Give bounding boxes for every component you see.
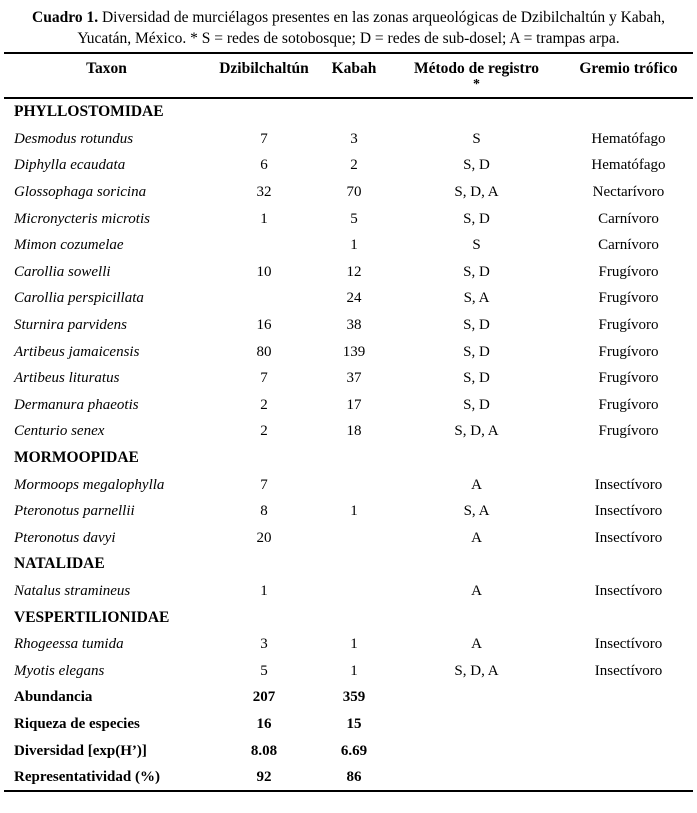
taxon-cell: MORMOOPIDAE: [14, 449, 139, 467]
dzibilchaltun-count-cell: 1: [260, 210, 268, 227]
gremio-trofico-cell: Frugívoro: [598, 343, 659, 360]
metodo-registro-cell: [389, 98, 564, 126]
metodo-registro-cell: S, A: [463, 503, 490, 520]
dzibilchaltun-count-cell: [209, 98, 319, 126]
dzibilchaltun-count-cell: 3: [260, 636, 268, 653]
dzibilchaltun-count-cell: [209, 232, 319, 259]
kabah-count-cell: 1: [350, 636, 358, 653]
table-header: [4, 53, 693, 98]
gremio-trofico-cell: [564, 764, 693, 792]
metodo-registro-cell: A: [471, 476, 482, 493]
metodo-registro-cell: S, D: [463, 370, 490, 387]
kabah-count-cell: [319, 551, 389, 578]
metodo-registro-cell: [389, 764, 564, 792]
gremio-trofico-cell: Frugívoro: [598, 396, 659, 413]
kabah-count-cell: 12: [346, 263, 362, 280]
kabah-count-cell: [319, 471, 389, 498]
metodo-registro-cell: [389, 711, 564, 738]
metodo-registro-cell: S, D: [463, 343, 490, 360]
dzibilchaltun-count-cell: 80: [256, 343, 272, 360]
gremio-trofico-cell: [564, 711, 693, 738]
gremio-trofico-cell: Hematófago: [591, 130, 666, 147]
kabah-count-cell: 359: [342, 689, 366, 706]
taxon-cell: Abundancia: [14, 689, 93, 706]
species-row: [4, 418, 693, 445]
taxon-cell: Micronycteris microtis: [14, 210, 150, 227]
kabah-count-cell: [319, 604, 389, 631]
metodo-registro-cell: S, D: [463, 157, 490, 174]
metodo-registro-cell: S, D: [463, 317, 490, 334]
kabah-count-cell: 86: [346, 769, 362, 786]
gremio-trofico-cell: Frugívoro: [598, 423, 659, 440]
dzibilchaltun-count-cell: [209, 551, 319, 578]
species-row: [4, 312, 693, 339]
gremio-trofico-cell: Insectívoro: [594, 476, 663, 493]
gremio-trofico-cell: Insectívoro: [594, 636, 663, 653]
species-row: [4, 338, 693, 365]
column-header-gremio: Gremio trófico: [579, 60, 678, 77]
taxon-cell: Desmodus rotundus: [14, 130, 134, 147]
taxon-cell: Riqueza de especies: [14, 715, 140, 732]
dzibilchaltun-count-cell: [209, 604, 319, 631]
taxon-cell: Dermanura phaeotis: [14, 396, 139, 413]
metodo-registro-cell: A: [471, 636, 482, 653]
taxon-cell: Pteronotus davyi: [14, 529, 116, 546]
header-row: [4, 53, 693, 98]
column-header-dzibilchaltun: Dzibilchaltún: [219, 60, 309, 77]
taxon-cell: Carollia perspicillata: [14, 290, 144, 307]
kabah-count-cell: 15: [346, 715, 362, 732]
metodo-registro-cell: S, D, A: [454, 184, 499, 201]
kabah-count-cell: 3: [350, 130, 358, 147]
column-header-metodo-label: Método de registro: [413, 60, 540, 77]
taxon-cell: Centurio senex: [14, 423, 105, 440]
kabah-count-cell: 1: [350, 237, 358, 254]
kabah-count-cell: 70: [346, 184, 362, 201]
table-body: [4, 98, 693, 791]
taxon-cell: VESPERTILIONIDAE: [14, 608, 170, 626]
kabah-count-cell: 38: [346, 317, 362, 334]
metodo-registro-cell: S, D: [463, 210, 490, 227]
dzibilchaltun-count-cell: 92: [256, 769, 272, 786]
gremio-trofico-cell: [564, 445, 693, 472]
taxon-cell: Artibeus jamaicensis: [14, 343, 140, 360]
species-row: [4, 578, 693, 605]
kabah-count-cell: 24: [346, 290, 362, 307]
dzibilchaltun-count-cell: 1: [260, 582, 268, 599]
gremio-trofico-cell: [564, 551, 693, 578]
metodo-registro-cell: S, D: [463, 263, 490, 280]
species-row: [4, 392, 693, 419]
summary-row: [4, 764, 693, 792]
gremio-trofico-cell: [564, 98, 693, 126]
kabah-count-cell: [319, 578, 389, 605]
taxon-cell: Pteronotus parnellii: [14, 503, 135, 520]
table-caption-label: Cuadro 1.: [32, 9, 99, 26]
dzibilchaltun-count-cell: 20: [256, 529, 272, 546]
kabah-count-cell: 2: [350, 157, 358, 174]
taxon-cell: Rhogeessa tumida: [14, 636, 124, 653]
taxon-cell: Glossophaga soricina: [14, 184, 147, 201]
dzibilchaltun-count-cell: 6: [260, 157, 268, 174]
kabah-count-cell: [319, 525, 389, 552]
species-row: [4, 179, 693, 206]
species-row: [4, 631, 693, 658]
taxon-cell: Natalus stramineus: [14, 582, 131, 599]
taxon-cell: Diphylla ecaudata: [14, 157, 126, 174]
taxon-cell: Mormoops megalophylla: [14, 476, 165, 493]
family-row: [4, 604, 693, 631]
metodo-registro-cell: S: [472, 237, 481, 254]
metodo-registro-cell: A: [471, 529, 482, 546]
metodo-registro-cell: A: [471, 582, 482, 599]
gremio-trofico-cell: Nectarívoro: [592, 184, 665, 201]
species-row: [4, 657, 693, 684]
metodo-registro-cell: S, D: [463, 396, 490, 413]
species-row: [4, 525, 693, 552]
dzibilchaltun-count-cell: 16: [256, 715, 272, 732]
gremio-trofico-cell: Insectívoro: [594, 529, 663, 546]
species-row: [4, 232, 693, 259]
dzibilchaltun-count-cell: 8: [260, 503, 268, 520]
gremio-trofico-cell: Insectívoro: [594, 503, 663, 520]
species-row: [4, 498, 693, 525]
column-header-metodo-asterisk: *: [473, 77, 480, 92]
diversity-table: [4, 52, 693, 792]
kabah-count-cell: 139: [342, 343, 366, 360]
species-row: [4, 285, 693, 312]
taxon-cell: PHYLLOSTOMIDAE: [14, 103, 164, 121]
gremio-trofico-cell: Carnívoro: [598, 237, 659, 254]
gremio-trofico-cell: [564, 737, 693, 764]
kabah-count-cell: 17: [346, 396, 362, 413]
taxon-cell: Myotis elegans: [14, 662, 105, 679]
dzibilchaltun-count-cell: 32: [256, 184, 272, 201]
column-header-kabah: Kabah: [331, 60, 377, 77]
gremio-trofico-cell: Insectívoro: [594, 582, 663, 599]
taxon-cell: Diversidad [exp(H’)]: [14, 742, 147, 759]
summary-row: [4, 711, 693, 738]
kabah-count-cell: [319, 445, 389, 472]
column-header-metodo: [389, 53, 564, 98]
metodo-registro-cell: S, D, A: [454, 423, 499, 440]
taxon-cell: Artibeus lituratus: [14, 370, 120, 387]
kabah-count-cell: 18: [346, 423, 362, 440]
column-header-taxon: Taxon: [86, 60, 127, 77]
dzibilchaltun-count-cell: 2: [260, 423, 268, 440]
kabah-count-cell: 5: [350, 210, 358, 227]
taxon-cell: Carollia sowelli: [14, 263, 111, 280]
family-row: [4, 551, 693, 578]
metodo-registro-cell: [389, 551, 564, 578]
dzibilchaltun-count-cell: 207: [252, 689, 276, 706]
dzibilchaltun-count-cell: 7: [260, 130, 268, 147]
metodo-registro-cell: [389, 684, 564, 711]
table-caption-text: Diversidad de murciélagos presentes en las zonas arqueológicas de Dzibilchaltún y Kabah, Yucatán, México. * S = redes de sotobosque; D = redes de sub-dosel; A = trampas arpa.: [77, 9, 665, 47]
dzibilchaltun-count-cell: 8.08: [250, 742, 278, 759]
taxon-cell: Representatividad (%): [14, 769, 160, 786]
gremio-trofico-cell: Hematófago: [591, 157, 666, 174]
gremio-trofico-cell: [564, 684, 693, 711]
dzibilchaltun-count-cell: 7: [260, 370, 268, 387]
species-row: [4, 259, 693, 286]
taxon-cell: NATALIDAE: [14, 555, 105, 573]
metodo-registro-cell: [389, 737, 564, 764]
metodo-registro-cell: [389, 604, 564, 631]
kabah-count-cell: [319, 98, 389, 126]
family-row: [4, 445, 693, 472]
species-row: [4, 152, 693, 179]
gremio-trofico-cell: Carnívoro: [598, 210, 659, 227]
dzibilchaltun-count-cell: 7: [260, 476, 268, 493]
kabah-count-cell: 37: [346, 370, 362, 387]
gremio-trofico-cell: Frugívoro: [598, 317, 659, 334]
dzibilchaltun-count-cell: 16: [256, 317, 272, 334]
gremio-trofico-cell: Frugívoro: [598, 290, 659, 307]
species-row: [4, 205, 693, 232]
kabah-count-cell: 1: [350, 503, 358, 520]
metodo-registro-cell: S, A: [463, 290, 490, 307]
kabah-count-cell: 1: [350, 662, 358, 679]
gremio-trofico-cell: Frugívoro: [598, 370, 659, 387]
dzibilchaltun-count-cell: [209, 285, 319, 312]
species-row: [4, 365, 693, 392]
summary-row: [4, 684, 693, 711]
dzibilchaltun-count-cell: 5: [260, 662, 268, 679]
metodo-registro-cell: S, D, A: [454, 662, 499, 679]
gremio-trofico-cell: [564, 604, 693, 631]
kabah-count-cell: 6.69: [340, 742, 368, 759]
dzibilchaltun-count-cell: [209, 445, 319, 472]
species-row: [4, 126, 693, 153]
taxon-cell: Mimon cozumelae: [14, 237, 124, 254]
gremio-trofico-cell: Insectívoro: [594, 662, 663, 679]
metodo-registro-cell: [389, 445, 564, 472]
metodo-registro-cell: S: [472, 130, 481, 147]
dzibilchaltun-count-cell: 2: [260, 396, 268, 413]
family-row: [4, 98, 693, 126]
taxon-cell: Sturnira parvidens: [14, 317, 127, 334]
table-caption: [0, 0, 697, 49]
summary-row: [4, 737, 693, 764]
dzibilchaltun-count-cell: 10: [256, 263, 272, 280]
species-row: [4, 471, 693, 498]
gremio-trofico-cell: Frugívoro: [598, 263, 659, 280]
